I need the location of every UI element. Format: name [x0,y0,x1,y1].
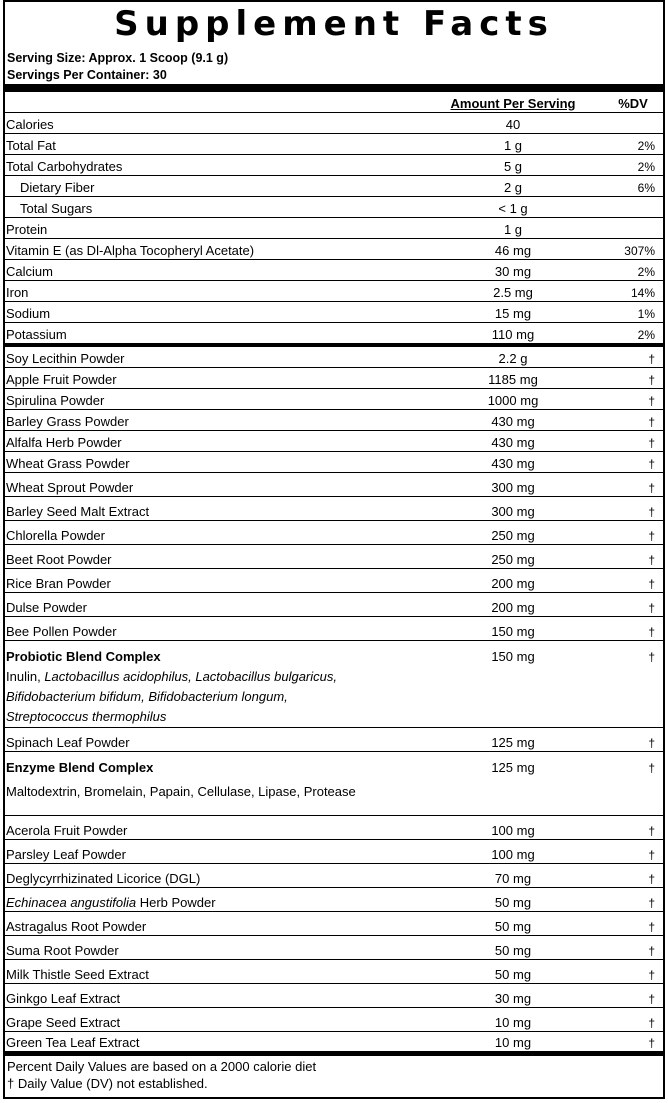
row-amount: 50 mg [494,943,532,958]
row-name: Apple Fruit Powder [6,372,117,387]
supplement-facts-panel [3,0,665,1099]
row-dv: 14% [630,286,655,300]
footnote-dagger: † Daily Value (DV) not established. [7,1076,208,1091]
table-row [5,368,663,389]
row-dv: 307% [624,244,655,258]
row-dv: † [648,415,655,429]
row-name: Calcium [6,264,53,279]
row-dv: † [648,848,655,862]
row-name: Milk Thistle Seed Extract [6,967,149,982]
probiotic-dv: † [648,650,655,664]
table-row [5,497,663,521]
probiotic-row [5,641,663,665]
row-name: Dulse Powder [6,600,87,615]
row-name: Soy Lecithin Powder [6,351,125,366]
row-amount: 30 mg [494,991,532,1006]
row-dv: 1% [637,307,655,321]
row-amount: 50 mg [494,919,532,934]
table-row [5,410,663,431]
servings-per-container: Servings Per Container: 30 [7,68,167,82]
row-amount: 110 mg [491,327,535,342]
row-name: Spirulina Powder [6,393,105,408]
column-header [5,92,663,113]
row-dv: 6% [637,181,655,195]
row-amount: 2.5 mg [493,285,533,300]
ingredient-list [5,473,663,641]
row-dv: † [648,968,655,982]
amount-header: Amount Per Serving [450,96,576,111]
row-name: Beet Root Powder [6,552,112,567]
row-dv: † [648,577,655,591]
row-amount: 5 g [503,159,523,174]
row-dv: 2% [637,328,655,342]
row-name: Vitamin E (as Dl-Alpha Tocopheryl Acetate) [6,243,255,258]
row-name: Total Sugars [20,201,93,216]
row-dv: † [648,436,655,450]
row-dv: † [648,457,655,471]
row-amount: 300 mg [491,480,535,495]
row-amount: 30 mg [494,264,532,279]
row-amount: 46 mg [494,243,532,258]
table-row [5,912,663,936]
table-row [5,239,663,260]
ingredient-list [5,912,663,1056]
row-dv: † [648,505,655,519]
row-name: Barley Grass Powder [6,414,129,429]
table-row [5,197,663,218]
row-amount: < 1 g [498,201,528,216]
row-amount: 1 g [503,222,523,237]
row-name: Bee Pollen Powder [6,624,117,639]
row-dv: † [648,352,655,366]
row-dv: † [648,1016,655,1030]
echinacea-row: Echinacea angustifolia Herb Powder 50 mg † [5,888,663,912]
row-dv: 2% [637,265,655,279]
row-name: Wheat Grass Powder [6,456,130,471]
row-name: Total Carbohydrates [6,159,123,174]
table-row [5,545,663,569]
row-name: Astragalus Root Powder [6,919,147,934]
row-name: Green Tea Leaf Extract [6,1035,140,1050]
row-amount: 300 mg [491,504,535,519]
ingredient-list [5,347,663,473]
nutrient-list [5,113,663,344]
row-name: Calories [6,117,54,132]
footnotes [5,1056,663,1092]
row-dv: † [648,481,655,495]
row-amount: 430 mg [491,414,535,429]
table-row [5,840,663,864]
table-row [5,593,663,617]
table-row [5,452,663,473]
table-row [5,960,663,984]
row-name: Ginkgo Leaf Extract [6,991,121,1006]
row-name: Suma Root Powder [6,943,119,958]
row-name: Barley Seed Malt Extract [6,504,150,519]
row-amount: 430 mg [491,456,535,471]
enzyme-row [5,752,663,776]
row-amount: 10 mg [494,1015,532,1030]
row-name: Iron [6,285,29,300]
row-amount: 2 g [503,180,523,195]
table-row [5,521,663,545]
ingredient-list [5,816,663,888]
enzyme-contents: Maltodextrin, Bromelain, Papain, Cellulase, Lipase, Protease [5,776,663,816]
spinach-row: Spinach Leaf Powder 125 mg † [5,728,663,752]
row-amount: 40 [505,117,521,132]
row-name: Alfalfa Herb Powder [6,435,122,450]
table-row [5,260,663,281]
row-name: Grape Seed Extract [6,1015,121,1030]
table-row [5,816,663,840]
table-row [5,569,663,593]
row-name: Rice Bran Powder [6,576,111,591]
table-row [5,176,663,197]
row-amount: 150 mg [491,624,535,639]
row-dv: † [648,529,655,543]
row-dv: † [648,601,655,615]
row-name: Dietary Fiber [20,180,95,195]
row-name: Acerola Fruit Powder [6,823,128,838]
panel-title: Supplement Facts [114,4,554,44]
table-row [5,281,663,302]
footnote-dv-basis: Percent Daily Values are based on a 2000 calorie diet [7,1059,317,1074]
enzyme-amount: 125 mg [491,760,535,775]
row-dv: † [648,394,655,408]
table-row [5,473,663,497]
table-row [5,323,663,344]
row-amount: 2.2 g [498,351,528,366]
table-row [5,155,663,176]
row-amount: 10 mg [494,1035,532,1050]
enzyme-dv: † [648,761,655,775]
table-row [5,347,663,368]
table-row [5,984,663,1008]
row-name: Chlorella Powder [6,528,105,543]
row-dv: † [648,373,655,387]
row-dv: † [648,553,655,567]
table-row [5,134,663,155]
row-amount: 100 mg [491,847,535,862]
row-dv: † [648,1036,655,1050]
row-amount: 100 mg [491,823,535,838]
dv-header: %DV [618,96,648,111]
row-dv: † [648,824,655,838]
row-amount: 1185 mg [488,372,538,387]
table-row [5,113,663,134]
row-dv: † [648,992,655,1006]
row-amount: 1 g [503,138,523,153]
row-name: Protein [6,222,48,237]
row-name: Deglycyrrhizinated Licorice (DGL) [6,871,201,886]
row-amount: 70 mg [494,871,532,886]
row-amount: 200 mg [491,600,535,615]
row-name: Sodium [6,306,51,321]
serving-size: Serving Size: Approx. 1 Scoop (9.1 g) [7,51,229,65]
table-row [5,617,663,641]
row-dv: † [648,625,655,639]
table-row [5,218,663,239]
row-dv: † [648,872,655,886]
table-row [5,1032,663,1056]
row-name: Potassium [6,327,67,342]
table-row [5,1008,663,1032]
row-dv: † [648,944,655,958]
row-amount: 430 mg [491,435,535,450]
enzyme-name: Enzyme Blend Complex [6,760,154,775]
row-name: Parsley Leaf Powder [6,847,126,862]
table-row [5,936,663,960]
table-row [5,302,663,323]
row-amount: 200 mg [491,576,535,591]
table-row [5,389,663,410]
probiotic-contents: Inulin, Lactobacillus acidophilus, Lactobacillus bulgaricus, Bifidobacterium bifidum, Bifidobacterium longum, Streptococcus thermophilus [5,665,663,728]
row-amount: 50 mg [494,967,532,982]
probiotic-amount: 150 mg [491,649,535,664]
row-amount: 250 mg [491,552,535,567]
table-row [5,431,663,452]
row-amount: 1000 mg [487,393,539,408]
row-dv: 2% [637,160,655,174]
row-name: Wheat Sprout Powder [6,480,134,495]
row-amount: 15 mg [494,306,532,321]
divider-thick [5,84,663,92]
row-dv: 2% [637,139,655,153]
table-row [5,864,663,888]
row-dv: † [648,920,655,934]
probiotic-name: Probiotic Blend Complex [6,649,161,664]
row-amount: 250 mg [491,528,535,543]
row-name: Total Fat [6,138,56,153]
